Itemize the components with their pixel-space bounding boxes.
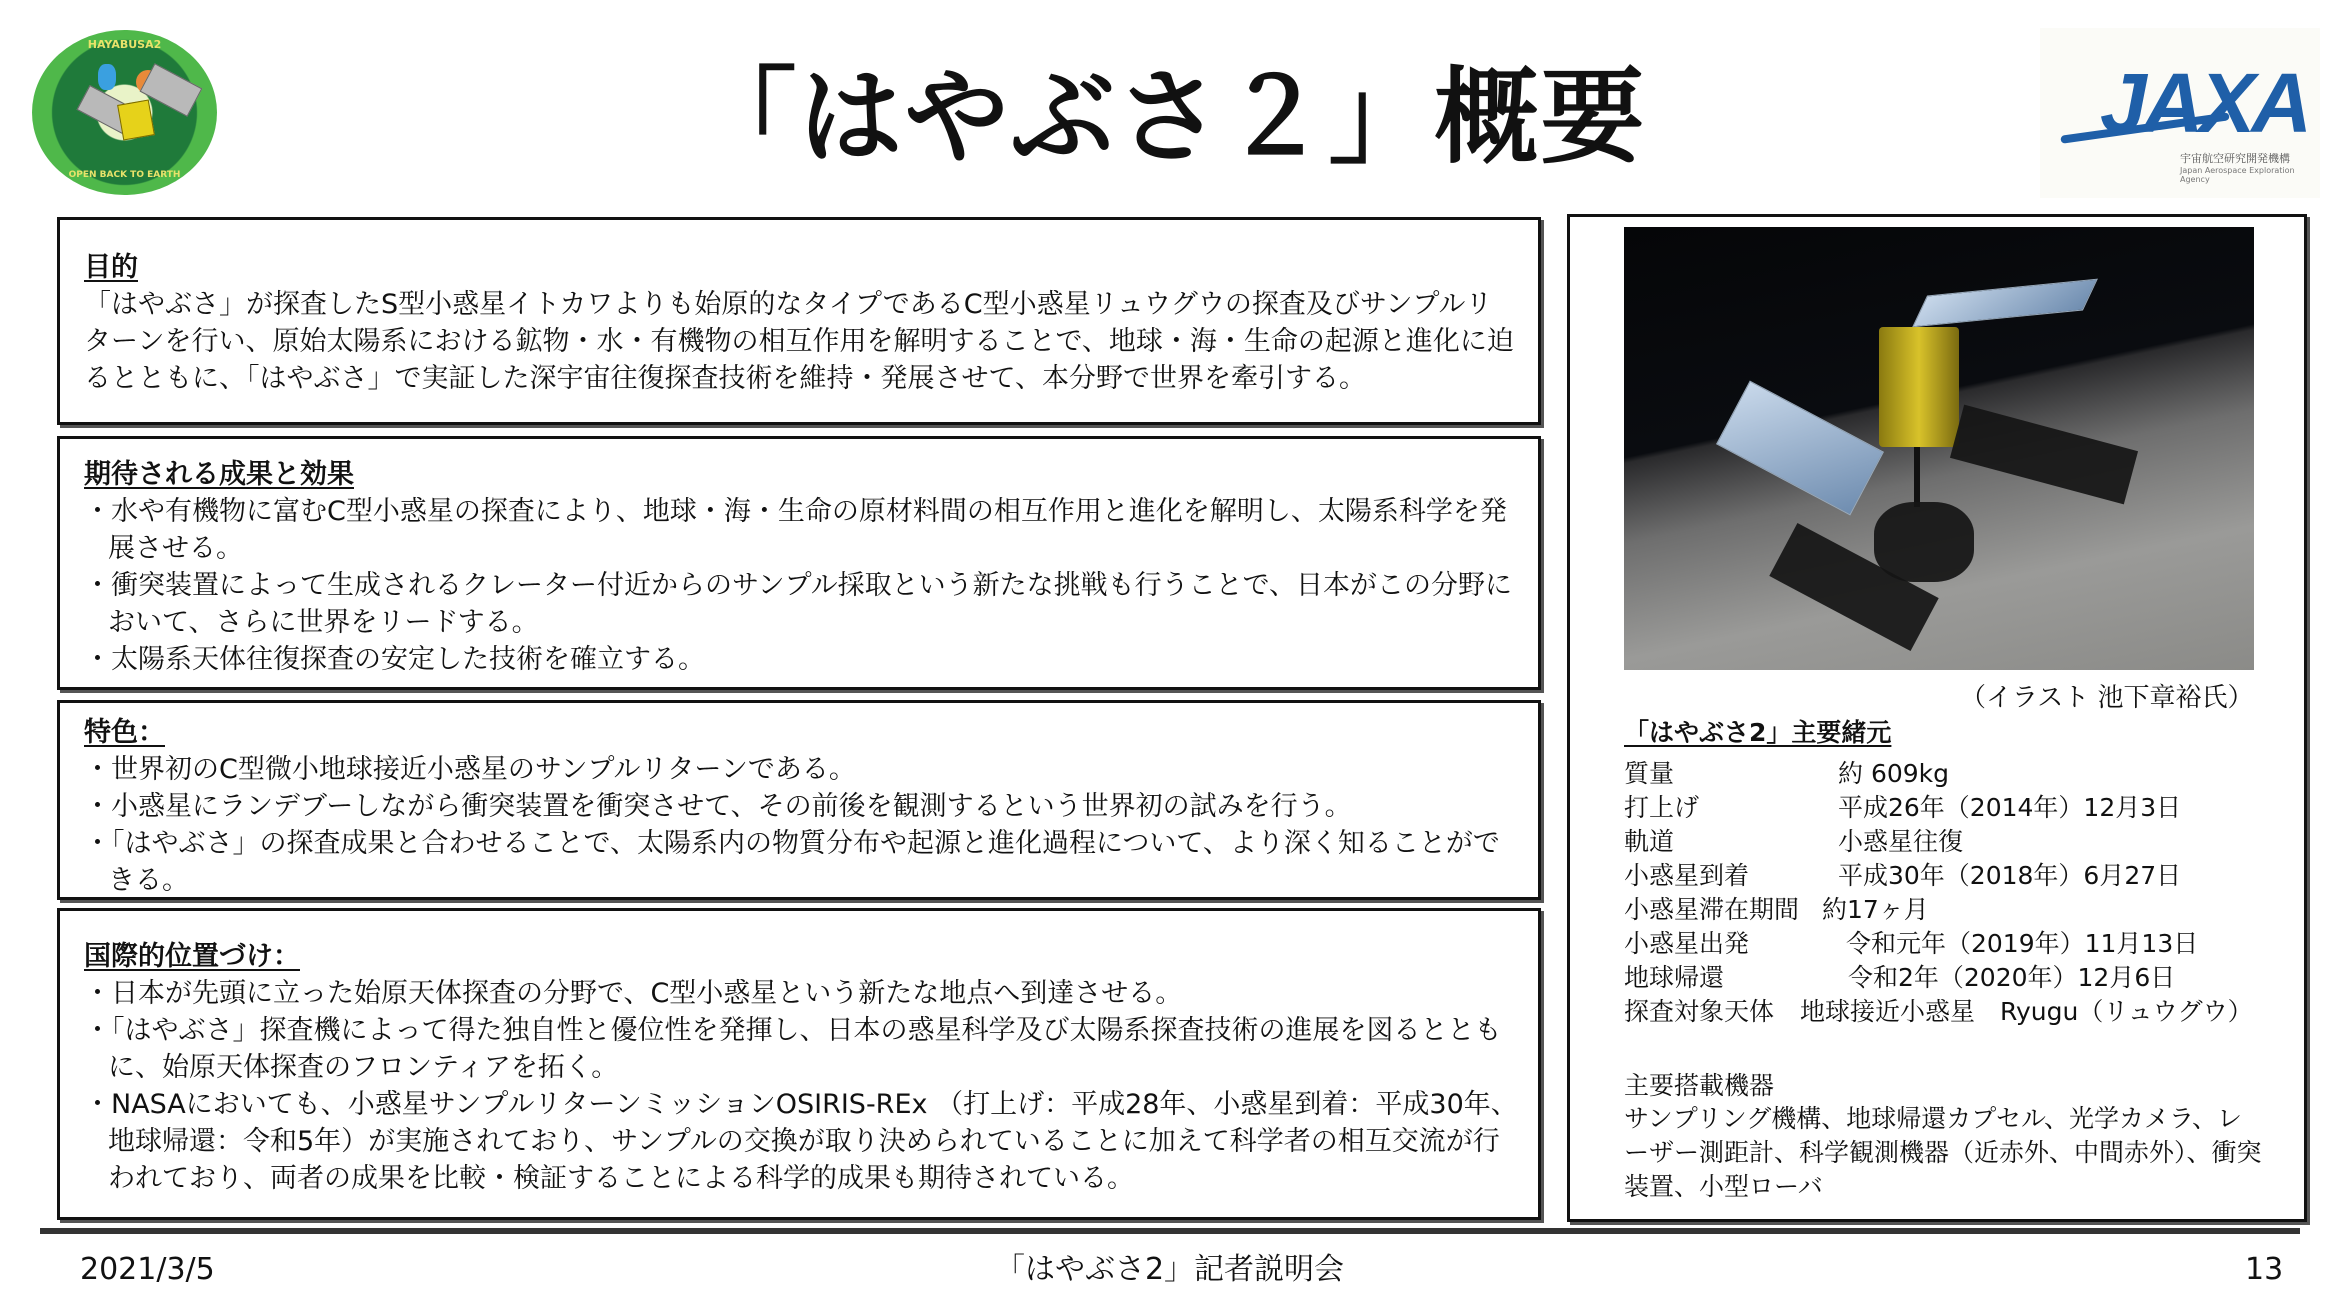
- panel-shadow-icon: [1950, 405, 2138, 505]
- jaxa-logo-text: JAXA: [2100, 56, 2309, 150]
- shadow-icon: [1874, 502, 1974, 582]
- spec-label: 小惑星到着: [1624, 861, 1750, 890]
- footer-event: 「はやぶさ2」記者説明会: [994, 1252, 1345, 1287]
- spec-title: 「はやぶさ2」主要緒元: [1624, 718, 1892, 747]
- international-item: ・日本が先頭に立った始原天体探査の分野で、C型小惑星という新たな地点へ到達させる。: [84, 978, 1183, 1009]
- features-section: [57, 700, 1541, 900]
- spec-label: 質量: [1624, 759, 1675, 788]
- feature-item: ・世界初のC型微小地球接近小惑星のサンプルリターンである。: [84, 754, 856, 785]
- page-number: 13: [2245, 1252, 2284, 1287]
- spec-value: 平成30年（2018年）6月27日: [1838, 861, 2182, 890]
- jaxa-subtitle-ja: 宇宙航空研究開発機構: [2180, 152, 2290, 165]
- international-item: ・「はやぶさ」探査機によって得た独自性と優位性を発揮し、日本の惑星科学及び太陽系探査技術の進展を図るとともに、始原天体探査のフロンティアを拓く。: [84, 1015, 1502, 1083]
- jaxa-subtitle-en: Japan Aerospace Exploration Agency: [2180, 166, 2295, 184]
- spec-value: 小惑星往復: [1838, 827, 1964, 856]
- logo-text-bottom: OPEN BACK TO EARTH: [68, 170, 181, 180]
- expected-heading: 期待される成果と効果: [84, 459, 354, 490]
- spec-value: 約17ヶ月: [1822, 895, 1929, 924]
- expected-item: ・水や有機物に富むC型小惑星の探査により、地球・海・生命の原材料間の相互作用と進化を解明し、太陽系科学を発展させる。: [84, 496, 1507, 564]
- spec-label: 地球帰還: [1624, 963, 1725, 992]
- features-heading: 特色：: [84, 717, 165, 748]
- spec-value: 地球接近小惑星 Ryugu（リュウグウ）: [1800, 997, 2253, 1026]
- spec-label: 小惑星滞在期間: [1624, 895, 1800, 924]
- sampler-horn-icon: [1914, 447, 1920, 507]
- footer-divider: [40, 1228, 2300, 1234]
- feature-item: ・小惑星にランデブーしながら衝突装置を衝突させて、その前後を観測するという世界初の試みを行う。: [84, 791, 1352, 822]
- footer-date: 2021/3/5: [80, 1252, 215, 1287]
- purpose-heading: 目的: [84, 252, 138, 283]
- solar-panel-icon: [1716, 381, 1884, 516]
- spacecraft-body-icon: [1879, 327, 1959, 447]
- international-heading: 国際的位置づけ：: [84, 941, 300, 972]
- spec-value: 平成26年（2014年）12月3日: [1838, 793, 2182, 822]
- illustration-credit: （イラスト 池下章裕氏）: [1960, 683, 2254, 713]
- international-section: [57, 908, 1541, 1220]
- expected-item: ・衝突装置によって生成されるクレーター付近からのサンプル採取という新たな挑戦も行うことで、日本がこの分野において、さらに世界をリードする。: [84, 570, 1513, 638]
- jaxa-logo: [2040, 28, 2320, 198]
- spec-value: 約 609kg: [1838, 759, 1950, 788]
- spec-value: 令和2年（2020年）12月6日: [1848, 963, 2176, 992]
- instruments-heading: 主要搭載機器: [1624, 1071, 1775, 1100]
- spec-label: 軌道: [1624, 827, 1675, 856]
- purpose-section: [57, 217, 1541, 425]
- spec-label: 探査対象天体: [1624, 997, 1775, 1026]
- spacecraft-illustration: [1624, 227, 2254, 670]
- expected-item: ・太陽系天体往復探査の安定した技術を確立する。: [84, 644, 705, 675]
- purpose-body: 「はやぶさ」が探査したS型小惑星イトカワよりも始原的なタイプであるC型小惑星リュウグウの探査及びサンプルリターンを行い、原始太陽系における鉱物・水・有機物の相互作用を解明することで、地球・海・生命の起源と進化に迫るとともに、「はやぶさ」で実証した深宇宙往復探査技術を維持・発展させて、本分野で世界を牽引する。: [84, 289, 1514, 394]
- instruments-list: サンプリング機構、地球帰還カプセル、光学カメラ、レーザー測距計、科学観測機器（近赤外、中間赤外）、衝突装置、小型ローバ: [1624, 1104, 2262, 1201]
- solar-panel-icon: [1912, 279, 2098, 328]
- feature-item: ・「はやぶさ」の探査成果と合わせることで、太陽系内の物質分布や起源と進化過程について、より深く知ることができる。: [84, 828, 1500, 896]
- spec-label: 打上げ: [1624, 793, 1700, 822]
- logo-text-top: HAYABUSA2: [87, 38, 162, 51]
- spec-label: 小惑星出発: [1624, 929, 1750, 958]
- page-title: 「はやぶさ２」概要: [692, 56, 1647, 178]
- international-item: ・NASAにおいても、小惑星サンプルリターンミッションOSIRIS-REx （打上げ：平成28年、小惑星到着：平成30年、地球帰還：令和5年）が実施されており、サンプルの交換が取り決められていることに加えて科学者の相互交流が行われており、両者の成果を比較・検証することによる科学的成果も期待されている。: [84, 1089, 1518, 1194]
- spec-value: 令和元年（2019年）11月13日: [1846, 929, 2199, 958]
- expected-results-section: [57, 436, 1541, 690]
